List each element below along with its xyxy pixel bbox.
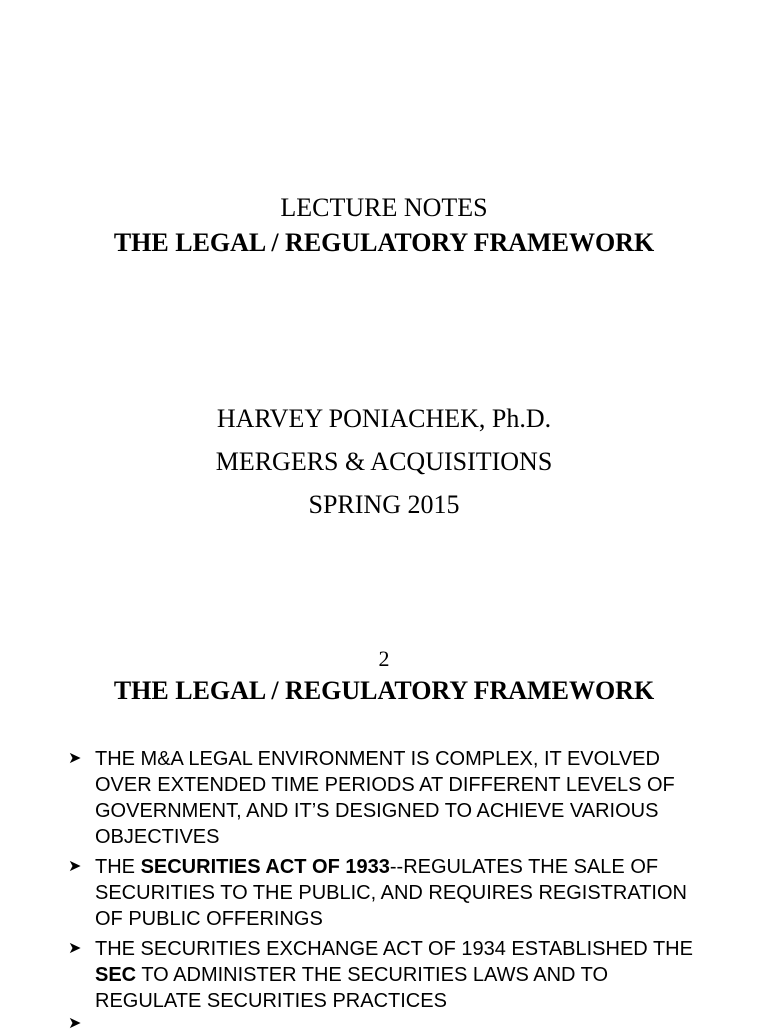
course-name: MERGERS & ACQUISITIONS bbox=[215, 447, 553, 476]
lecture-notes-heading: LECTURE NOTES bbox=[280, 193, 488, 222]
cover-title: THE LEGAL / REGULATORY FRAMEWORK bbox=[113, 228, 655, 257]
arrowhead-bullet-icon: ➤ bbox=[68, 858, 82, 875]
author-name: HARVEY PONIACHEK, Ph.D. bbox=[216, 404, 552, 433]
bullet-text-pre: THE SECURITIES EXCHANGE ACT OF 1934 ESTABLISHED THE bbox=[95, 938, 693, 960]
term-label: SPRING 2015 bbox=[308, 490, 460, 519]
bullet-text-bold: SECURITIES ACT OF 1933 bbox=[140, 856, 390, 878]
slide-title: THE LEGAL / REGULATORY FRAMEWORK bbox=[113, 676, 655, 705]
bullet-text-post: TO ADMINISTER THE SECURITIES LAWS AND TO REGULATE SECURITIES PRACTICES bbox=[95, 964, 609, 1012]
arrowhead-bullet-icon: ➤ bbox=[68, 750, 82, 767]
bullet-text: THE M&A LEGAL ENVIRONMENT IS COMPLEX, IT EVOLVED OVER EXTENDED TIME PERIODS AT DIFFERENT LEVELS OF GOVERNMENT, AND IT’S DESIGNED TO ACHIEVE VARIOUS OBJECTIVES bbox=[95, 748, 675, 848]
bullet-item bbox=[68, 854, 708, 932]
arrowhead-bullet-icon: ➤ bbox=[68, 1015, 82, 1032]
bullet-text-post: --REGULATES THE SALE OF SECURITIES TO THE PUBLIC, AND REQUIRES REGISTRATION OF PUBLIC OFFERINGS bbox=[95, 856, 687, 930]
bullet-list bbox=[68, 746, 708, 1018]
bullet-item bbox=[68, 936, 708, 1014]
bullet-item bbox=[68, 746, 708, 850]
bullet-text-bold: SEC bbox=[95, 964, 137, 986]
bullet-text-pre: THE bbox=[95, 856, 141, 878]
slide-number: 2 bbox=[378, 646, 390, 671]
arrowhead-bullet-icon: ➤ bbox=[68, 940, 82, 957]
